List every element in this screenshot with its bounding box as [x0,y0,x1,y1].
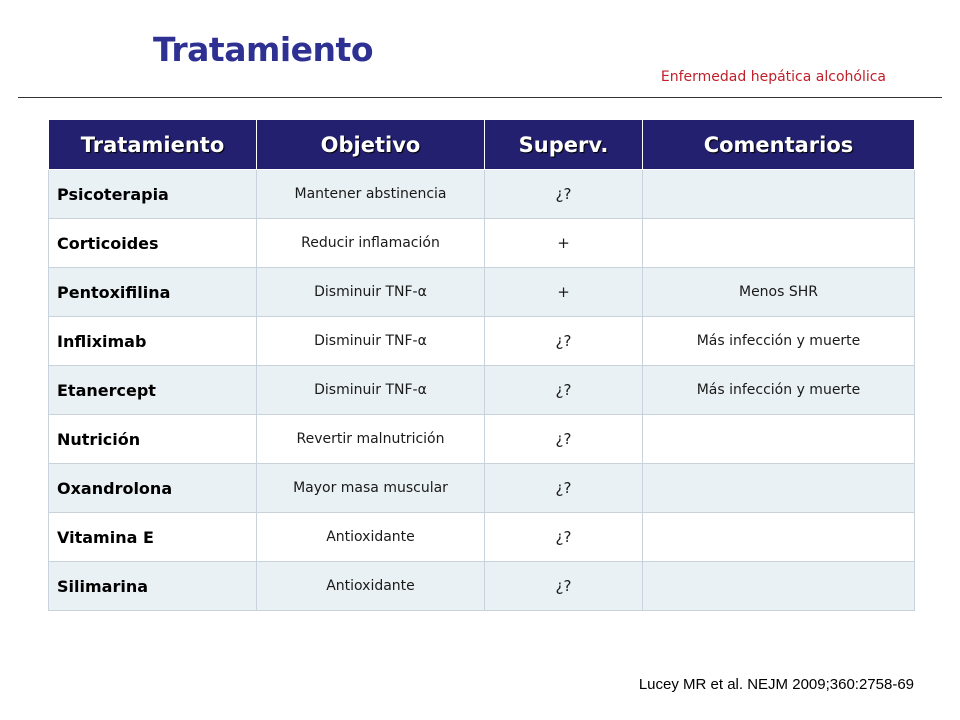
cell-objetivo: Revertir malnutrición [257,415,485,464]
header-objetivo: Objetivo [257,120,485,170]
cell-superv: ¿? [485,464,643,513]
table-row [49,562,915,611]
table-row [49,366,915,415]
cell-tratamiento: Nutrición [49,415,257,464]
cell-comentarios [643,415,915,464]
cell-tratamiento: Silimarina [49,562,257,611]
cell-tratamiento: Vitamina E [49,513,257,562]
cell-superv: ¿? [485,415,643,464]
header-tratamiento: Tratamiento [49,120,257,170]
cell-superv: ¿? [485,170,643,219]
cell-tratamiento: Infliximab [49,317,257,366]
table-row [49,170,915,219]
table-row [49,415,915,464]
cell-objetivo: Antioxidante [257,562,485,611]
cell-comentarios [643,219,915,268]
cell-tratamiento: Corticoides [49,219,257,268]
cell-comentarios [643,513,915,562]
table-row [49,513,915,562]
cell-objetivo: Reducir inflamación [257,219,485,268]
cell-superv: + [485,219,643,268]
cell-objetivo: Disminuir TNF-α [257,317,485,366]
cell-comentarios: Más infección y muerte [643,317,915,366]
table-body [49,170,915,611]
table-row [49,219,915,268]
cell-comentarios [643,464,915,513]
cell-tratamiento: Pentoxifilina [49,268,257,317]
treatment-table [48,119,915,611]
title-divider [18,97,942,98]
cell-tratamiento: Psicoterapia [49,170,257,219]
table-row [49,317,915,366]
cell-objetivo: Mayor masa muscular [257,464,485,513]
cell-objetivo: Antioxidante [257,513,485,562]
cell-comentarios [643,170,915,219]
table-row [49,268,915,317]
cell-superv: + [485,268,643,317]
slide-subtitle: Enfermedad hepática alcohólica [660,69,886,85]
cell-superv: ¿? [485,562,643,611]
header-superv: Superv. [485,120,643,170]
cell-tratamiento: Etanercept [49,366,257,415]
cell-objetivo: Disminuir TNF-α [257,268,485,317]
table-row [49,464,915,513]
cell-comentarios: Menos SHR [643,268,915,317]
header-row [49,120,915,170]
cell-superv: ¿? [485,513,643,562]
cell-tratamiento: Oxandrolona [49,464,257,513]
cell-objetivo: Mantener abstinencia [257,170,485,219]
cell-comentarios: Más infección y muerte [643,366,915,415]
table-header [49,120,915,170]
cell-objetivo: Disminuir TNF-α [257,366,485,415]
citation: Lucey MR et al. NEJM 2009;360:2758-69 [638,676,914,693]
slide-title: Tratamiento [153,30,373,69]
cell-superv: ¿? [485,366,643,415]
header-comentarios: Comentarios [643,120,915,170]
cell-comentarios [643,562,915,611]
cell-superv: ¿? [485,317,643,366]
